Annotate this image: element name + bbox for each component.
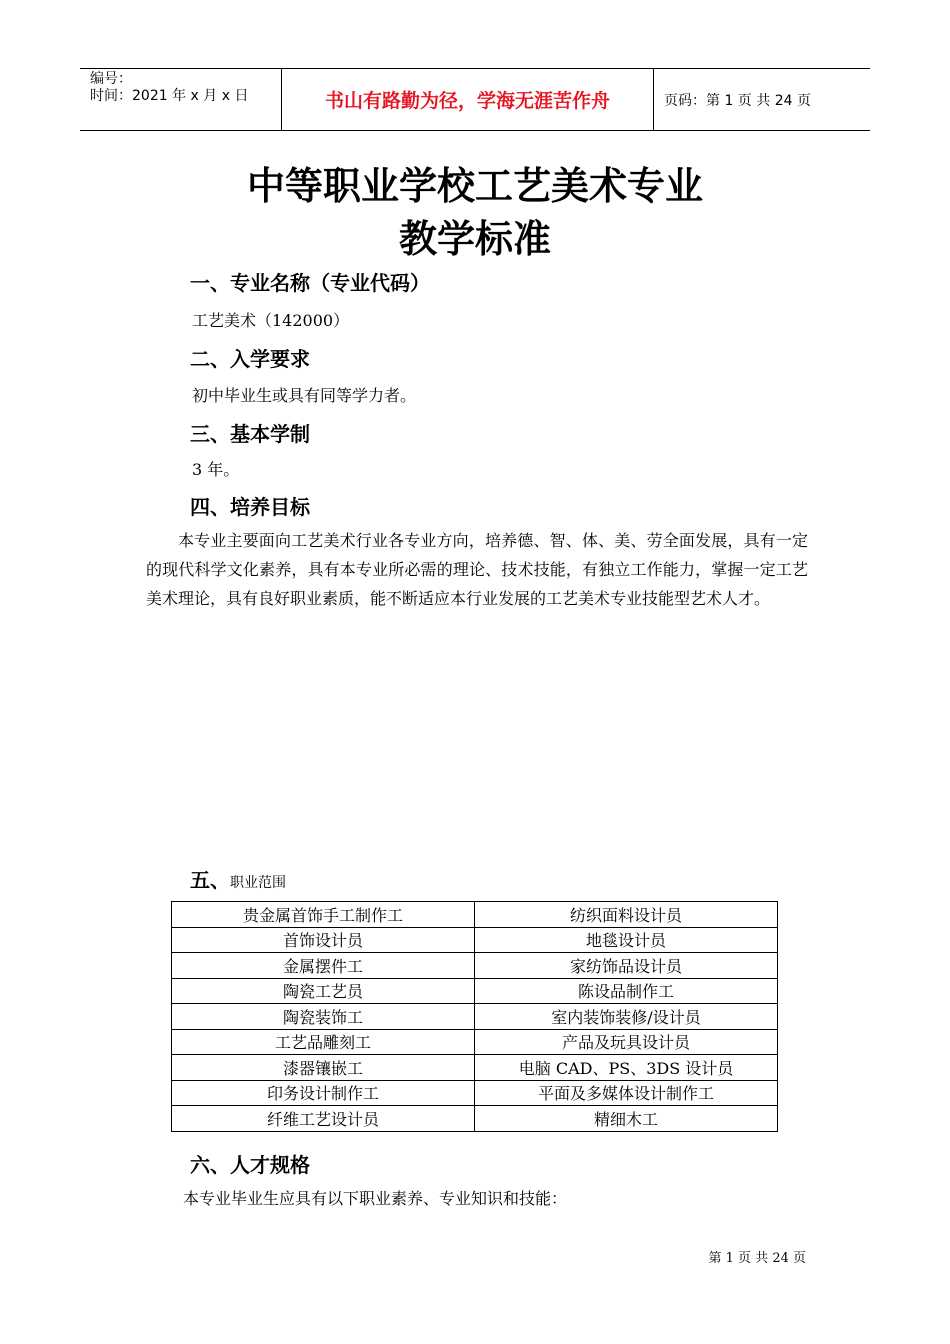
table-row [172,1106,778,1132]
table-cell: 室内装饰装修/设计员 [475,1004,778,1030]
table-cell: 印务设计制作工 [172,1080,475,1106]
table-cell: 漆器镶嵌工 [172,1055,475,1081]
section-number-5: 五、 [190,868,230,892]
section-heading-5 [190,864,286,893]
time-label: 时间：2021 年 x 月 x 日 [90,88,249,104]
document-title-line2: 教学标准 [398,217,551,261]
table-cell: 精细木工 [475,1106,778,1132]
section-body-6: 本专业毕业生应具有以下职业素养、专业知识和技能： [183,1189,568,1208]
section-label-5: 职业范围 [230,875,286,891]
section-heading-3: 三、基本学制 [190,422,310,446]
section-body-4: 本专业主要面向工艺美术行业各专业方向，培养德、智、体、美、劳全面发展，具有一定的现代科学文化素养，具有本专业所必需的理论、技术技能，有独立工作能力，掌握一定工艺美术理论，具有良好职业素质，能不断适应本行业发展的工艺美术专业技能型艺术人才。 [146,531,808,608]
page-header [80,68,870,131]
table-cell: 家纺饰品设计员 [475,953,778,979]
page-footer: 第 1 页 共 24 页 [708,1251,806,1266]
table-row [172,902,778,928]
table-row [172,1080,778,1106]
table-row [172,978,778,1004]
table-cell: 纺织面料设计员 [475,902,778,928]
table-cell: 地毯设计员 [475,927,778,953]
table-cell: 工艺品雕刻工 [172,1029,475,1055]
table-cell: 贵金属首饰手工制作工 [172,902,475,928]
table-cell: 纤维工艺设计员 [172,1106,475,1132]
table-cell: 产品及玩具设计员 [475,1029,778,1055]
table-row [172,1004,778,1030]
table-row [172,1029,778,1055]
table-cell: 陶瓷装饰工 [172,1004,475,1030]
header-motto: 书山有路勤为径，学海无涯苦作舟 [281,69,654,130]
section-body-3: 3 年。 [192,460,240,479]
document-title-line1: 中等职业学校工艺美术专业 [246,164,703,208]
occupation-table [171,901,778,1132]
header-page-info: 页码：第 1 页 共 24 页 [664,92,811,109]
section-body-2: 初中毕业生或具有同等学力者。 [192,386,417,405]
section-heading-6: 六、人才规格 [190,1153,310,1177]
table-cell: 平面及多媒体设计制作工 [475,1080,778,1106]
header-meta [80,69,281,130]
table-row [172,927,778,953]
section-heading-1: 一、专业名称（专业代码） [190,271,430,295]
section-heading-2: 二、入学要求 [190,347,310,371]
table-row [172,953,778,979]
table-cell: 金属摆件工 [172,953,475,979]
table-cell: 陈设品制作工 [475,978,778,1004]
number-label: 编号： [90,71,132,87]
table-cell: 电脑 CAD、PS、3DS 设计员 [475,1055,778,1081]
table-cell: 首饰设计员 [172,927,475,953]
table-row [172,1055,778,1081]
section-heading-4: 四、培养目标 [190,495,310,519]
section-body-1: 工艺美术（142000） [192,311,350,330]
table-cell: 陶瓷工艺员 [172,978,475,1004]
